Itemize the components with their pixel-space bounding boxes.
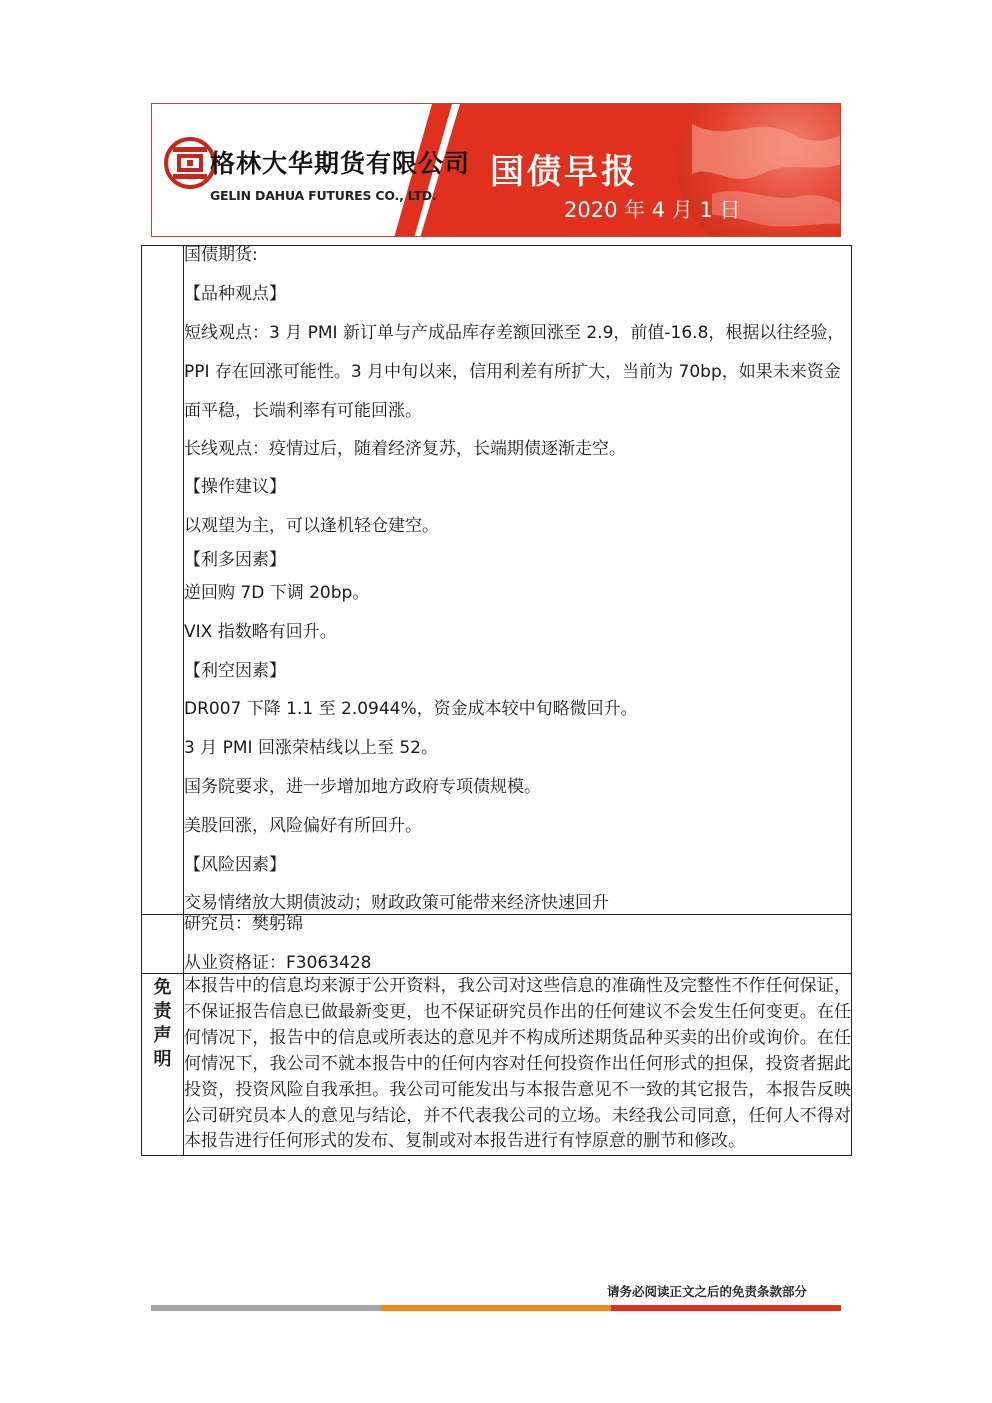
- subsection-heading: 【风险因素】: [184, 854, 286, 875]
- report-table: [141, 245, 852, 1156]
- subsection-heading: 【利多因素】: [184, 549, 286, 570]
- risk-factor: 交易情绪放大期债波动；财政政策可能带来经济快速回升: [184, 893, 609, 914]
- researcher-name: 研究员：樊躬锦: [184, 913, 303, 934]
- footer-bar: [151, 1305, 841, 1311]
- content-cell: [184, 246, 852, 915]
- researcher-row: [142, 914, 852, 973]
- report-title: 国债早报: [490, 152, 638, 192]
- bearish-factor: 美股回涨，风险偏好有所回升。: [184, 815, 422, 836]
- footer-bar-segment: [151, 1305, 381, 1311]
- footer-bar-segment: [381, 1305, 611, 1311]
- section-heading: 国债期货:: [184, 245, 258, 265]
- operation-advice: 以观望为主，可以逢机轻仓建空。: [184, 516, 439, 537]
- short-term-view: 短线观点：3 月 PMI 新订单与产成品库存差额回涨至 2.9，前值-16.8，根据以往经验，PPI 存在回涨可能性。3 月中旬以来，信用利差有所扩大，当前为 70bp，如果未来资金面平稳，长端利率有可能回涨。: [184, 322, 845, 421]
- bearish-factor: DR007 下降 1.1 至 2.0944%，资金成本较中旬略微回升。: [184, 699, 638, 720]
- footer-bar-segment: [611, 1305, 841, 1311]
- gelin-dahua-logo-icon: [164, 137, 216, 189]
- bullish-factor: VIX 指数略有回升。: [184, 621, 337, 642]
- subsection-heading: 【操作建议】: [184, 477, 286, 498]
- researcher-cell: [184, 914, 852, 973]
- bearish-factor: 3 月 PMI 回涨荣枯线以上至 52。: [184, 738, 438, 759]
- content-row: [142, 246, 852, 915]
- report-banner: [151, 103, 841, 237]
- subsection-heading: 【品种观点】: [184, 283, 286, 304]
- disclaimer-label: 免责声明: [153, 976, 172, 1070]
- disclaimer-row: [142, 973, 852, 1155]
- bullish-factor: 逆回购 7D 下调 20bp。: [184, 583, 370, 603]
- disclaimer-label-cell: [142, 973, 184, 1155]
- disclaimer-text: 本报告中的信息均来源于公开资料，我公司对这些信息的准确性及完整性不作任何保证，不保证报告信息已做最新变更，也不保证研究员作出的任何建议不会发生任何变更。在任何情况下，报告中的信息或所表达的意见并不构成所述期货品种买卖的出价或询价。在任何情况下，我公司不就本报告中的任何内容对任何投资作出任何形式的担保，投资者据此投资，投资风险自我承担。我公司可能发出与本报告意见不一致的其它报告，本报告反映公司研究员本人的意见与结论，并不代表我公司的立场。未经我公司同意，任何人不得对本报告进行任何形式的发布、复制或对本报告进行有悖原意的删节和修改。: [184, 973, 852, 1155]
- report-date: 2020 年 4 月 1 日: [564, 198, 741, 222]
- company-name-cn: 格林大华期货有限公司: [210, 149, 471, 178]
- bearish-factor: 国务院要求，进一步增加地方政府专项债规模。: [184, 776, 541, 797]
- subsection-heading: 【利空因素】: [184, 660, 286, 681]
- footer-note: 请务必阅读正文之后的免责条款部分: [607, 1284, 808, 1299]
- side-cell: [142, 246, 184, 915]
- researcher-license: 从业资格证：F3063428: [184, 952, 372, 973]
- long-term-view: 长线观点：疫情过后，随着经济复苏，长端期债逐渐走空。: [184, 438, 626, 459]
- side-cell: [142, 914, 184, 973]
- company-name-en: GELIN DAHUA FUTURES CO., LTD.: [210, 188, 437, 203]
